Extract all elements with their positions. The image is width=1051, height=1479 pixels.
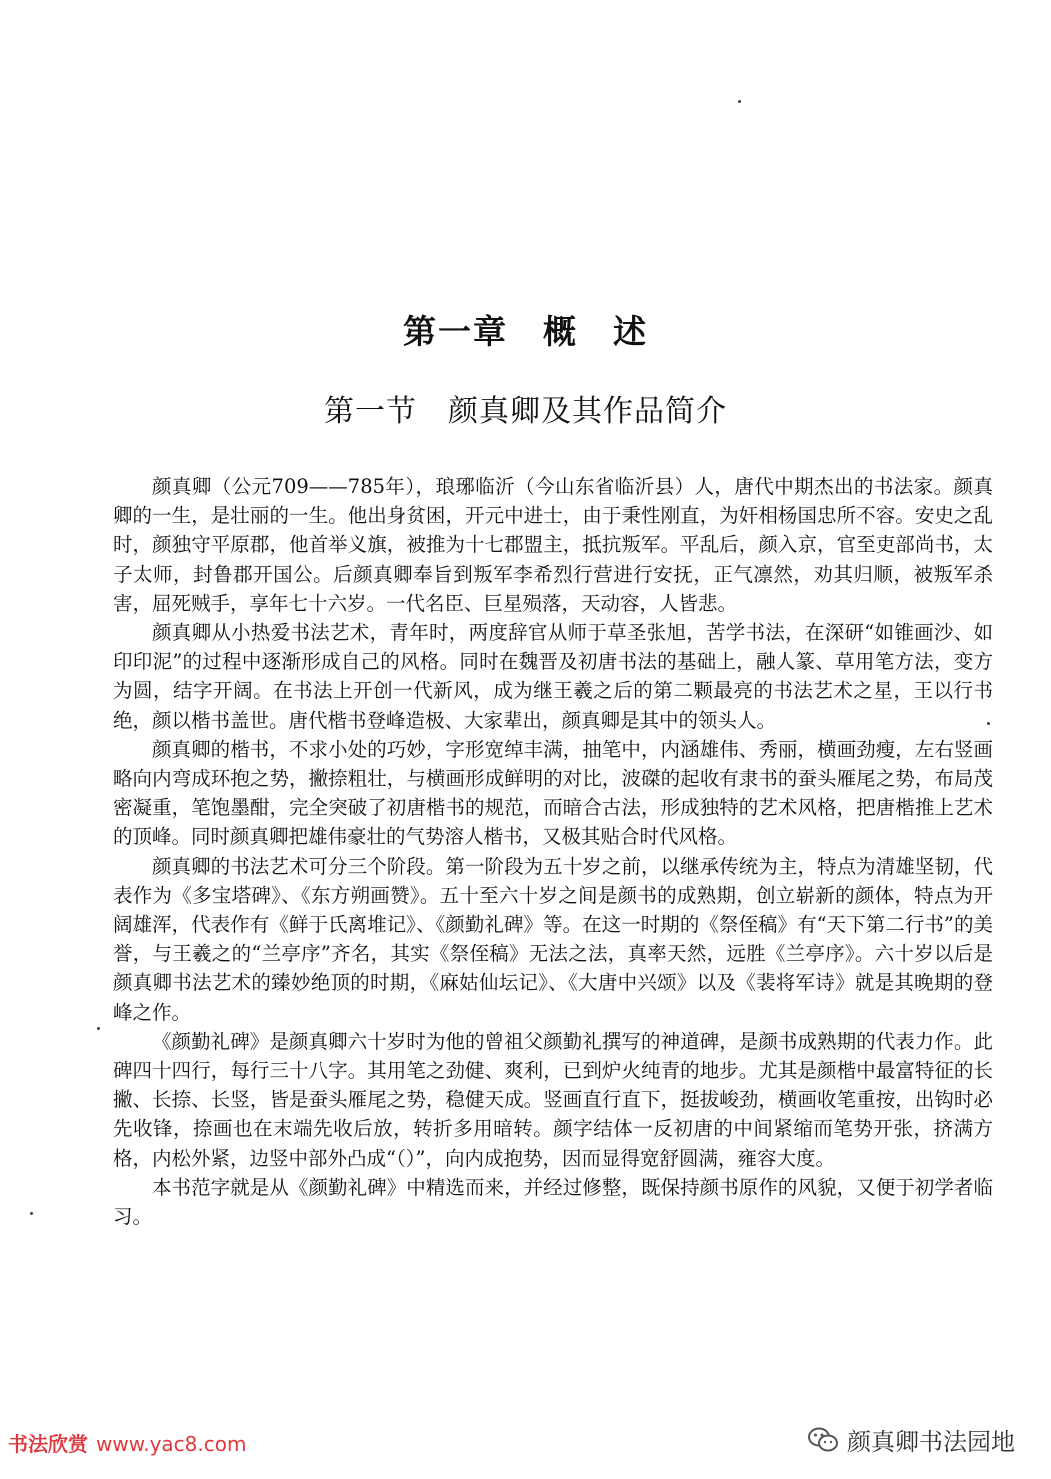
wechat-account[interactable]: [807, 1422, 1015, 1457]
footer: [0, 1420, 1051, 1470]
section-title: 第一节 颜真卿及其作品简介: [324, 394, 727, 429]
paragraph-three-stages: 颜真卿的书法艺术可分三个阶段。第一阶段为五十岁之前，以继承传统为主，特点为清雄坚韧，代表作为《多宝塔碑》、《东方朔画赞》。五十至六十岁之间是颜书的成熟期，创立崭新的颜体，特点为开阔雄浑，代表作有《鲜于氏离堆记》、《颜勤礼碑》等。在这一时期的《祭侄稿》有“天下第二行书”的美誉，与王羲之的“兰亭序”齐名，其实《祭侄稿》无法之法，真率天然，远胜《兰亭序》。六十岁以后是颜真卿书法艺术的臻妙绝顶的时期，《麻姑仙坛记》、《大唐中兴颂》以及《裴将军诗》就是其晚期的登峰之作。: [113, 854, 993, 1024]
paragraph-early-study: 颜真卿从小热爱书法艺术，青年时，两度辞官从师于草圣张旭，苦学书法，在深研“如锥画沙、如印印泥”的过程中逐渐形成自己的风格。同时在魏晋及初唐书法的基础上，融人篆、草用笔方法，变方为圆，结字开阔。在书法上开创一代新风，成为继王羲之后的第二颗最亮的书法艺术之星，王以行书绝，颜以楷书盖世。唐代楷书登峰造极、大家辈出，颜真卿是其中的领头人。: [113, 621, 993, 732]
scan-speck: [738, 100, 741, 103]
scan-speck: [30, 1212, 33, 1215]
watermark-left[interactable]: [8, 1428, 246, 1457]
scan-speck: [97, 1027, 100, 1030]
wechat-account-name: 颜真卿书法园地: [847, 1428, 1015, 1456]
paragraph-qinli-stele: 《颜勤礼碑》是颜真卿六十岁时为他的曾祖父颜勤礼撰写的神道碑，是颜书成熟期的代表力作。此碑四十四行，每行三十八字。其用笔之劲健、爽利，已到炉火纯青的地步。尤其是颜楷中最富特征的长撇、长捺、长竖，皆是蚕头雁尾之势，稳健天成。竖画直行直下，挺拔峻劲，横画收笔重按，出钩时必先收锋，捺画也在末端先收后放，转折多用暗转。颜字结体一反初唐的中间紧缩而笔势开张，挤满方格，内松外紧，边竖中部外凸成“（）”，向内成抱势，因而显得宽舒圆满，雍容大度。: [113, 1029, 993, 1170]
wechat-icon: [807, 1426, 839, 1454]
watermark-site: www.yac8.com: [96, 1432, 247, 1456]
chapter-title: 第一章 概 述: [403, 312, 648, 351]
body-text: [113, 472, 993, 1231]
paragraph-book-purpose: 本书范字就是从《颜勤礼碑》中精选而来，并经过修整，既保持颜书原作的风貌，又便于初学者临习。: [113, 1175, 993, 1229]
paragraph-biography: 颜真卿（公元709——785年），琅琊临沂（今山东省临沂县）人，唐代中期杰出的书法家。颜真卿的一生，是壮丽的一生。他出身贫困，开元中进士，由于秉性刚直，为奸相杨国忠所不容。安史之乱时，颜独守平原郡，他首举义旗，被推为十七郡盟主，抵抗叛军。平乱后，颜入京，官至吏部尚书，太子太师，封鲁郡开国公。后颜真卿奉旨到叛军李希烈行营进行安抚，正气凛然，劝其归顺，被叛军杀害，屈死贼手，享年七十六岁。一代名臣、巨星殒落，天动容，人皆悲。: [113, 475, 993, 615]
paragraph-kaishu-style: 颜真卿的楷书，不求小处的巧妙，字形宽绰丰满，抽笔中，内涵雄伟、秀丽，横画劲瘦，左右竖画略向内弯成环抱之势，撇捺粗壮，与横画形成鲜明的对比，波磔的起收有隶书的蚕头雁尾之势，布局茂密凝重，笔饱墨酣，完全突破了初唐楷书的规范，而暗合古法，形成独特的艺术风格，把唐楷推上艺术的顶峰。同时颜真卿把雄伟豪壮的气势溶人楷书，又极其贴合时代风格。: [113, 737, 993, 849]
watermark-label: 书法欣赏: [8, 1432, 88, 1456]
